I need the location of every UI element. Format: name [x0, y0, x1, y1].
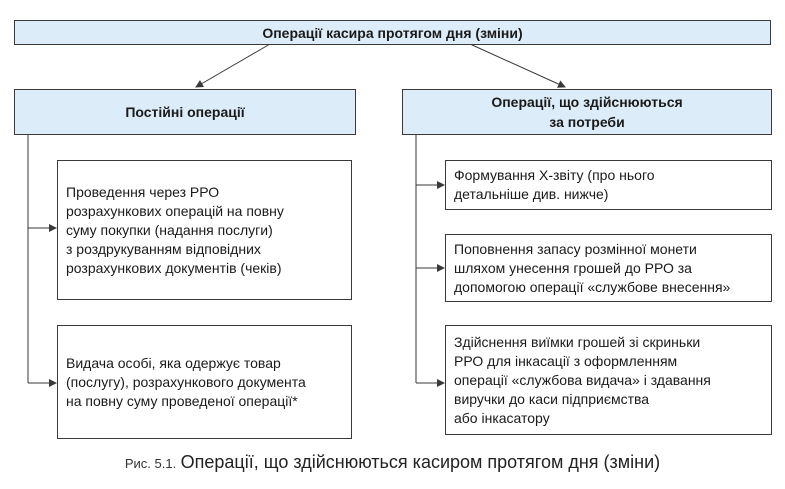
- right-item-2-box: [445, 234, 772, 302]
- figure-caption: [0, 452, 785, 473]
- right-header: Операції, що здійснюються за потреби: [491, 94, 683, 130]
- left-item-2: Видача особі, яка одержує товар (послугу), розрахункового документа на повну суму проведеної операції*: [66, 354, 306, 409]
- left-header-box: [14, 89, 356, 135]
- top-title-box: [14, 20, 771, 45]
- left-item-1-box: [57, 160, 352, 300]
- arrow-to-right-header: [470, 44, 565, 87]
- left-header: Постійні операції: [125, 104, 245, 120]
- right-item-2: Поповнення запасу розмінної монети шляхом унесення грошей до РРО за допомогою операції «службове внесення»: [454, 240, 731, 295]
- right-item-1-box: [445, 160, 772, 210]
- caption-title: Операції, що здійснюються касиром протягом дня (зміни): [180, 452, 661, 472]
- left-item-1: Проведення через РРО розрахункових операцій на повну суму покупки (надання послуги) з роздрукуванням відповідних розрахункових документів (чеків): [66, 183, 284, 276]
- left-item-2-box: [57, 325, 352, 439]
- caption-label: Рис. 5.1.: [124, 456, 177, 471]
- right-header-box: [402, 89, 772, 135]
- top-title: Операції касира протягом дня (зміни): [262, 24, 523, 41]
- right-item-3-box: [445, 325, 772, 435]
- right-item-1: Формування Х-звіту (про нього детальніше див. нижче): [454, 167, 655, 202]
- right-item-3: Здійснення виїмки грошей зі скриньки РРО для інкасації з оформленням операції «службова видача» і здавання виручки до каси підприємства або інкасатору: [454, 333, 711, 426]
- arrow-to-left-header: [196, 44, 270, 87]
